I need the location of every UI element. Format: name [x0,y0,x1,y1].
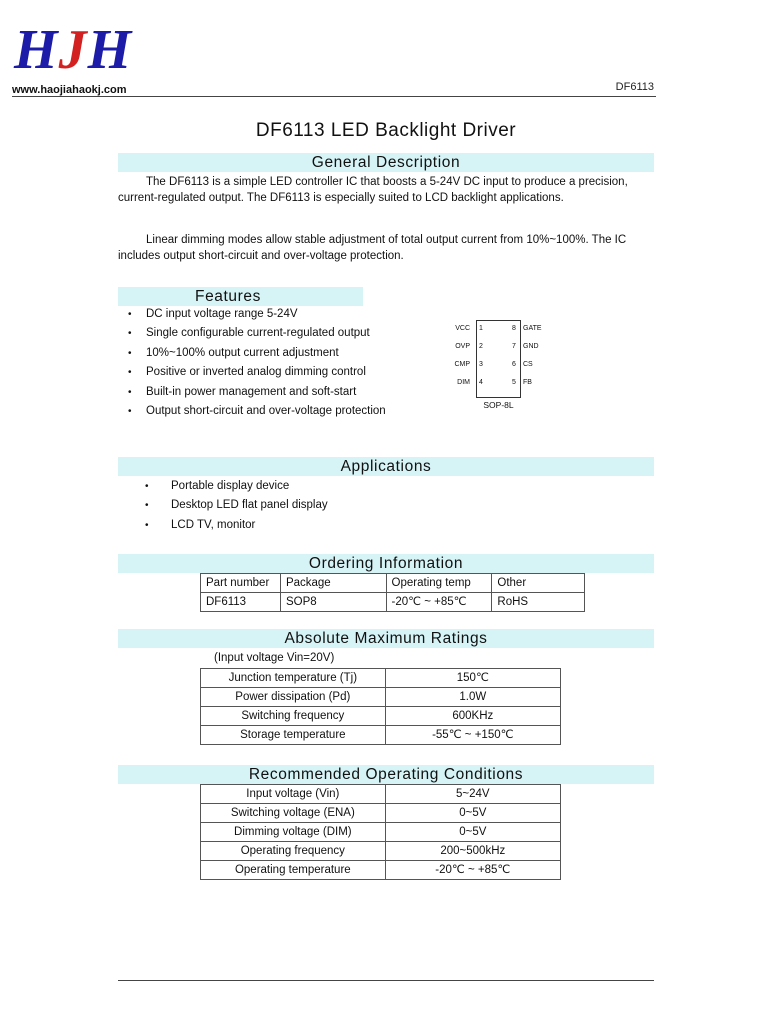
table-cell: 0~5V [385,823,560,842]
bullet-icon: • [145,519,149,531]
table-header-row [201,574,585,593]
section-heading-text: Features [195,288,261,305]
section-heading-text: Absolute Maximum Ratings [284,630,488,647]
section-heading-recommended [118,765,654,784]
application-item [145,496,445,515]
bullet-icon: • [128,309,132,320]
table-cell: SOP8 [280,593,386,612]
pin-number: 5 [512,379,516,386]
pin-number: 6 [512,361,516,368]
table-cell: Power dissipation (Pd) [201,688,386,707]
table-row [201,726,561,745]
section-heading-applications [118,457,654,476]
feature-item [128,363,428,382]
table-cell: Operating temperature [201,861,386,880]
pin-label: CS [523,361,533,368]
feature-item-text: 10%~100% output current adjustment [146,346,339,359]
header-divider [12,96,656,97]
table-cell: 5~24V [385,785,560,804]
bullet-icon: • [145,481,149,492]
pin-number: 7 [512,343,516,350]
bullet-icon: • [145,500,149,512]
abs-max-table [200,668,561,745]
logo-letter-2: J [58,19,88,81]
pinout-diagram [440,314,552,420]
feature-item-text: Built-in power management and soft-start [146,385,357,398]
recommended-table [200,784,561,880]
table-row [201,785,561,804]
table-cell: Switching frequency [201,707,386,726]
pin-label: CMP [454,361,470,368]
section-heading-text: Ordering Information [308,555,464,572]
abs-max-note: (Input voltage Vin=20V) [214,652,335,664]
section-heading-ordering [118,554,654,573]
feature-item [128,402,428,421]
logo-letter-3: H [87,19,133,81]
pin-label: VCC [455,325,470,332]
application-item-text: Desktop LED flat panel display [171,499,328,512]
application-item-text: LCD TV, monitor [171,518,256,531]
section-heading-general [118,153,654,172]
table-row [201,688,561,707]
table-cell: -20℃ ~ +85℃ [385,861,560,880]
applications-list [145,477,445,535]
section-heading-text: General Description [311,154,461,171]
paragraph-text: precision, current-regulated output. The DF6113 is especially suited to LCD backlight applications. [118,176,628,204]
pin-number: 3 [479,361,483,368]
table-cell: Storage temperature [201,726,386,745]
page-title: DF6113 LED Backlight Driver [255,120,517,141]
paragraph-text: The DF6113 is a simple LED controller IC that boosts a 5-24V DC input to produce a [146,176,576,188]
bullet-icon: • [128,386,132,398]
footer-divider [118,980,654,981]
paragraph-text: The IC includes output short-circuit and over-voltage protection. [118,234,627,262]
table-cell: 1.0W [385,688,560,707]
pin-label: GATE [523,325,542,332]
feature-item [128,305,428,324]
paragraph-text: Linear dimming modes allow stable adjustment of total output current from 10%~100%. [146,234,589,246]
pin-number: 8 [512,325,516,332]
bullet-icon: • [128,347,132,359]
table-row [201,593,585,612]
pin-label: DIM [457,379,470,386]
section-heading-abs-max [118,629,654,648]
feature-item [128,324,428,343]
document-id: DF6113 [615,81,654,93]
bullet-icon: • [128,328,132,340]
table-cell: Part number [201,574,281,593]
application-item-text: Portable display device [171,480,290,492]
table-cell: Switching voltage (ENA) [201,804,386,823]
table-row [201,861,561,880]
table-cell: 200~500kHz [385,842,560,861]
table-cell: Operating temp [386,574,492,593]
table-cell: Other [492,574,585,593]
bullet-icon: • [128,405,132,417]
section-heading-text: Recommended Operating Conditions [248,766,524,783]
table-row [201,842,561,861]
pin-number: 4 [479,379,483,386]
section-heading-text: Applications [340,458,432,475]
company-logo [14,19,133,81]
bullet-icon: • [128,367,132,379]
table-cell: Junction temperature (Tj) [201,669,386,688]
feature-item [128,344,428,363]
pin-label: OVP [455,343,470,350]
ordering-table [200,573,585,612]
feature-item [128,383,428,402]
table-cell: RoHS [492,593,585,612]
table-cell: -20℃ ~ +85℃ [386,593,492,612]
logo-letter-1: H [14,19,59,81]
pin-number: 1 [479,325,483,332]
section-heading-features [118,287,363,306]
features-list [128,305,428,421]
general-paragraph-2 [118,233,658,264]
table-cell: 600KHz [385,707,560,726]
table-cell: 150℃ [385,669,560,688]
general-paragraph-1 [118,175,658,206]
table-row [201,804,561,823]
package-label: SOP-8L [483,400,514,410]
table-cell: -55℃ ~ +150℃ [385,726,560,745]
feature-item-text: Positive or inverted analog dimming control [146,366,366,379]
pin-number: 2 [479,343,483,350]
table-cell: Package [280,574,386,593]
table-row [201,823,561,842]
feature-item-text: Output short-circuit and over-voltage protection [146,404,386,417]
table-row [201,669,561,688]
pin-label: GND [523,343,539,350]
application-item [145,477,445,496]
website-link[interactable]: www.haojiahaokj.com [12,84,127,96]
feature-item-text: Single configurable current-regulated output [146,327,370,340]
pin-label: FB [523,379,532,386]
feature-item-text: DC input voltage range 5-24V [146,308,298,320]
table-cell: 0~5V [385,804,560,823]
table-cell: Operating frequency [201,842,386,861]
table-cell: Dimming voltage (DIM) [201,823,386,842]
table-row [201,707,561,726]
application-item [145,516,445,535]
table-cell: Input voltage (Vin) [201,785,386,804]
table-cell: DF6113 [201,593,281,612]
